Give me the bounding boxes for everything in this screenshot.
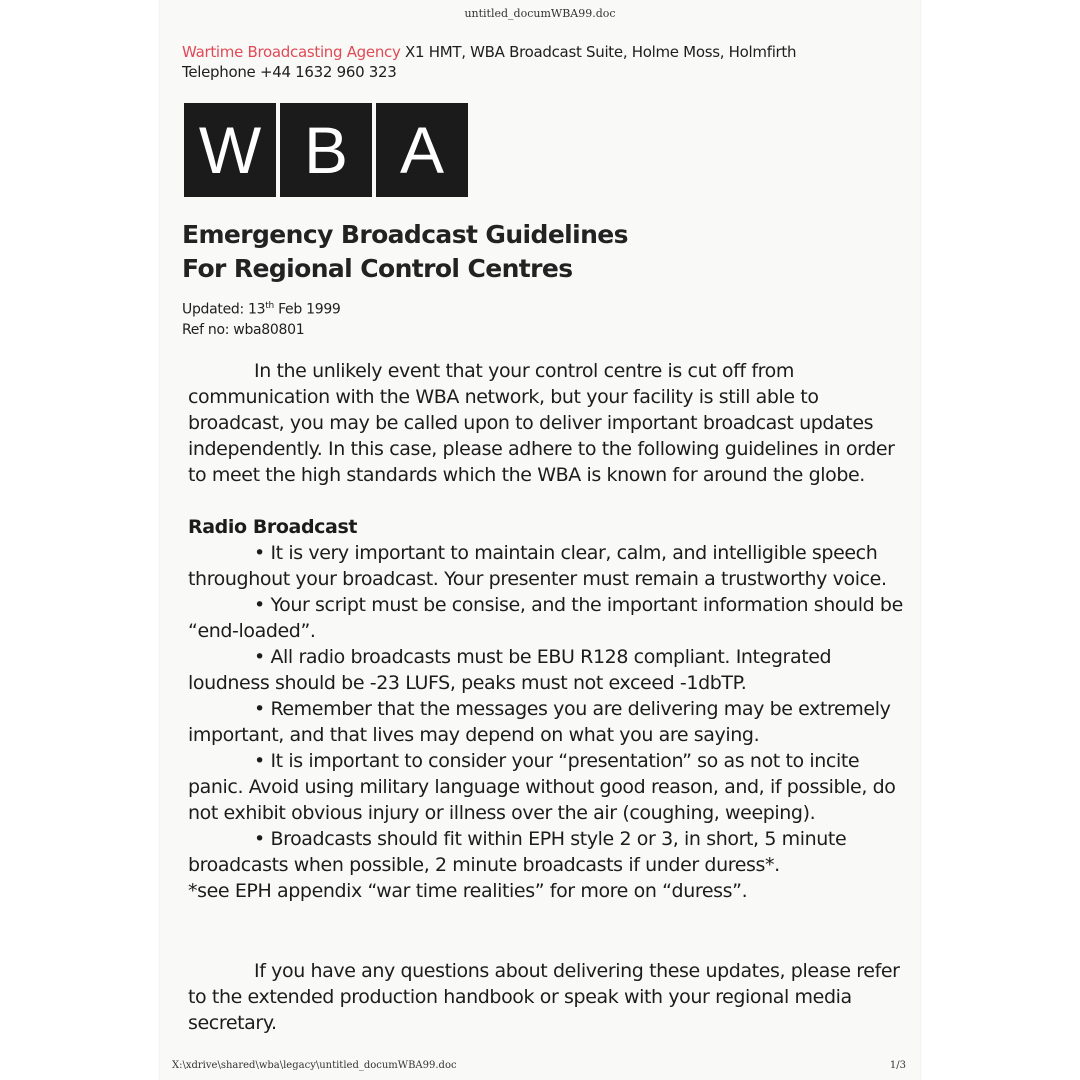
list-item: [188, 748, 908, 826]
document-meta: [182, 296, 341, 340]
address-line: [182, 42, 796, 62]
reference-number: Ref no: wba80801: [182, 321, 305, 338]
document-page: [160, 0, 920, 1080]
wba-logo: [184, 103, 468, 197]
document-title: [182, 218, 628, 286]
footer-file-path: X:\xdrive\shared\wba\legacy\untitled_documWBA99.doc: [172, 1060, 457, 1071]
intro-text: In the unlikely event that your control centre is cut off from communication with the WBA network, but your facility is still able to broadcast, you may be called upon to deliver important broadcast updates independently. In this case, please adhere to the following guidelines in order to meet the high standards which the WBA is known for around the globe.: [188, 360, 895, 486]
bullet-text: • It is important to consider your “presentation” so as not to incite panic. Avoid using military language without good reason, and, if possible, do not exhibit obvious injury or illness over the air (coughing, weeping).: [188, 750, 896, 824]
header-filename: untitled_documWBA99.doc: [464, 7, 616, 20]
intro-paragraph: [188, 358, 908, 488]
bullet-text: • Broadcasts should fit within EPH style 2 or 3, in short, 5 minute broadcasts when possible, 2 minute broadcasts if under duress*.: [188, 828, 847, 876]
logo-letter-b: B: [280, 103, 372, 197]
list-item: [188, 644, 908, 696]
bullet-text: • Remember that the messages you are delivering may be extremely important, and that lives may depend on what you are saying.: [188, 698, 891, 746]
list-item: [188, 540, 908, 592]
bullet-text: • Your script must be consise, and the important information should be “end-loaded”.: [188, 594, 903, 642]
logo-letter-w: W: [184, 103, 276, 197]
title-line-2: For Regional Control Centres: [182, 254, 573, 283]
agency-name: Wartime Broadcasting Agency: [182, 43, 401, 61]
address-block: [182, 42, 796, 82]
list-item: [188, 696, 908, 748]
closing-paragraph: [188, 958, 908, 1036]
updated-sup: th: [265, 301, 274, 311]
title-line-1: Emergency Broadcast Guidelines: [182, 220, 628, 249]
section-title: Radio Broadcast: [188, 516, 358, 538]
bullet-text: • All radio broadcasts must be EBU R128 compliant. Integrated loudness should be -23 LUFS, peaks must not exceed -1dbTP.: [188, 646, 832, 694]
updated-suffix: Feb 1999: [273, 301, 341, 318]
updated-date: [182, 296, 341, 320]
logo-letter-a: A: [376, 103, 468, 197]
list-item: [188, 826, 908, 878]
updated-prefix: Updated: 13: [182, 301, 266, 318]
footnote: *see EPH appendix “war time realities” for more on “duress”.: [188, 880, 748, 902]
bullet-text: • It is very important to maintain clear, calm, and intelligible speech throughout your broadcast. Your presenter must remain a trustworthy voice.: [188, 542, 887, 590]
closing-text: If you have any questions about delivering these updates, please refer to the extended production handbook or speak with your regional media secretary.: [188, 960, 900, 1034]
address-location: X1 HMT, WBA Broadcast Suite, Holme Moss, Holmfirth: [400, 43, 797, 61]
telephone: Telephone +44 1632 960 323: [182, 63, 397, 81]
list-item: [188, 592, 908, 644]
bullet-list: [188, 540, 908, 904]
footer-page-number: 1/3: [889, 1060, 906, 1071]
